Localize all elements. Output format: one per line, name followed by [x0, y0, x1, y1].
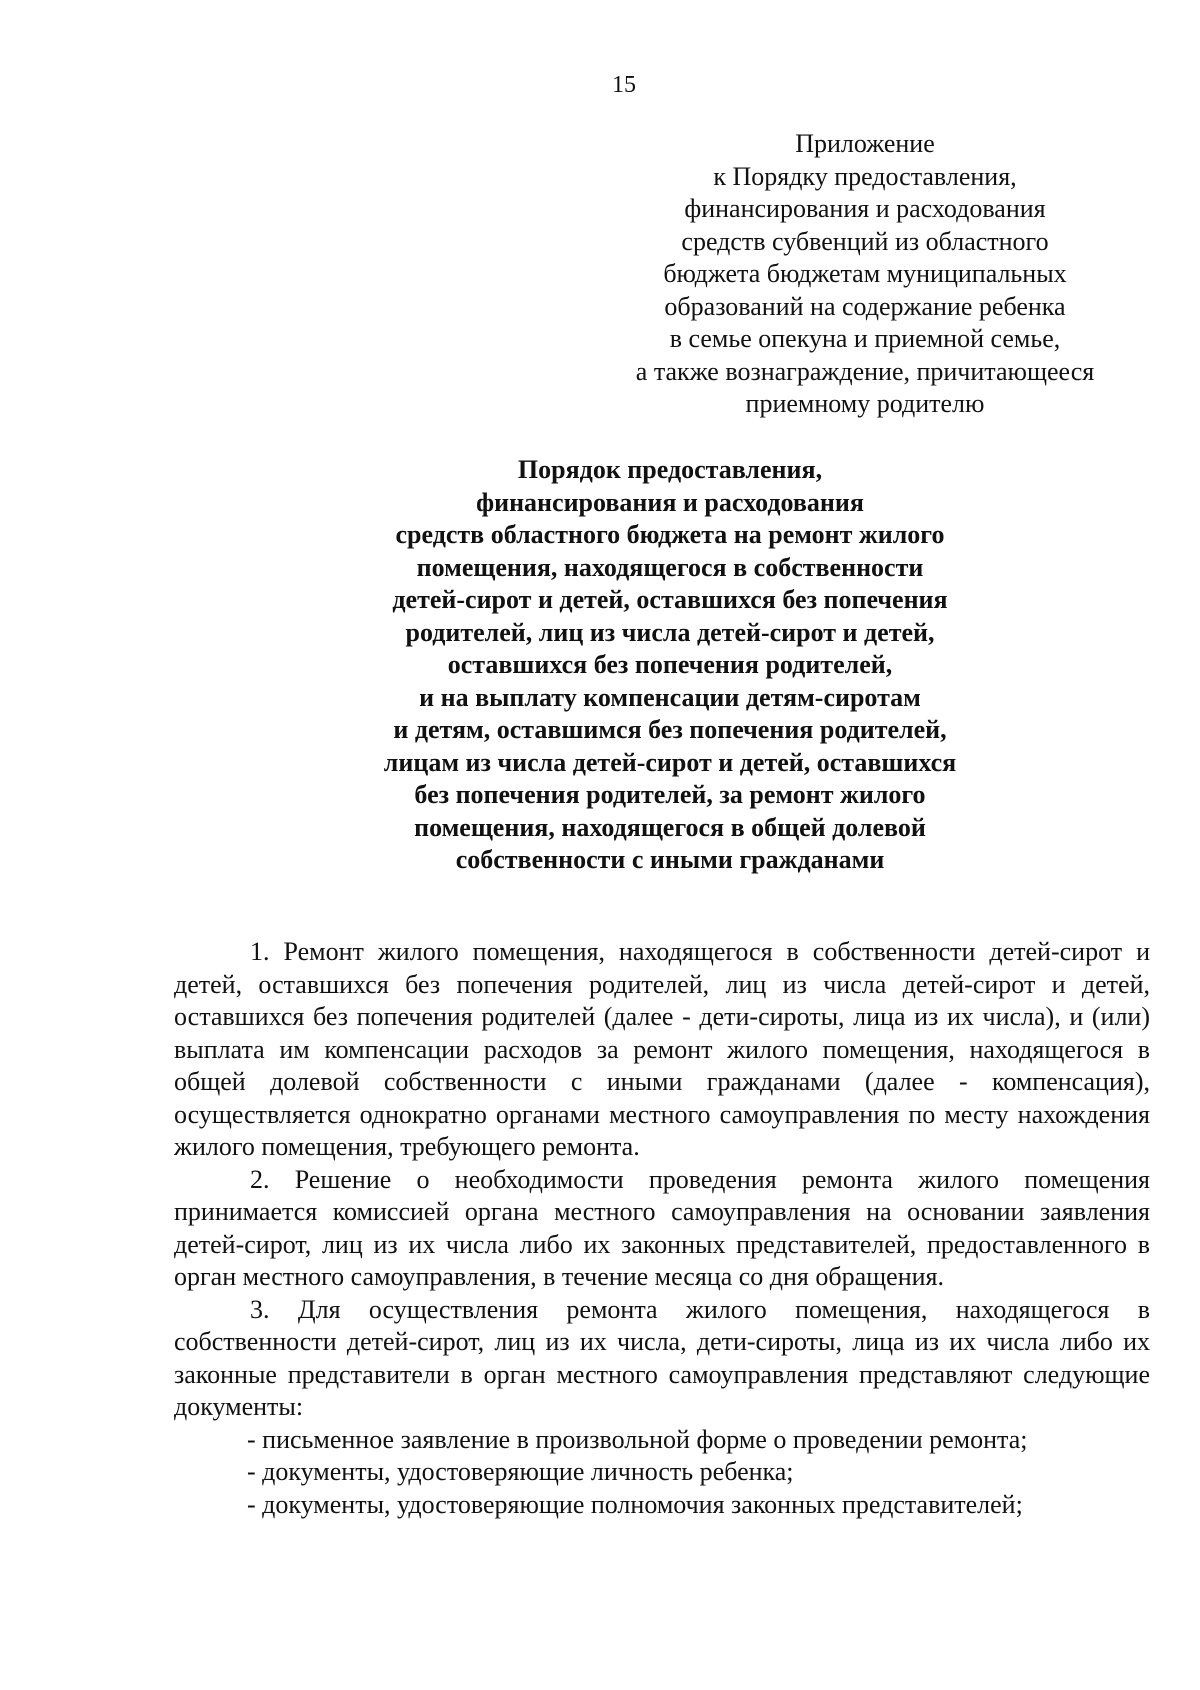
appendix-line: образований на содержание ребенка [664, 291, 1066, 321]
appendix-header [610, 128, 1120, 421]
list-item: - документы, удостоверяющие полномочия законных представителей; [247, 1489, 1023, 1519]
appendix-line: средств субвенций из областного [681, 226, 1049, 256]
paragraph-1: 1. Ремонт жилого помещения, находящегося в собственности детей-сирот и детей, оставшихся без попечения родителей, лиц из числа детей-сирот и детей, оставшихся без попечения родителей (далее - дети-сироты, лица из их числа), и (или) выплата им компенсации расходов за ремонт жилого помещения, находящегося в общей долевой собственности с иными гражданами (далее - компенсация), осуществляется однократно органами местного самоуправления по месту нахождения жилого помещения, требующего ремонта. [174, 937, 1150, 1161]
title-line: финансирования и расходования [476, 487, 864, 517]
paragraph-3: 3. Для осуществления ремонта жилого помещения, находящегося в собственности детей-сирот, лиц из их числа, дети-сироты, лица из их числа либо их законные представители в орган местного самоуправления представляют следующие документы: [174, 1294, 1150, 1421]
appendix-line: бюджета бюджетам муниципальных [663, 259, 1067, 288]
title-line: детей-сирот и детей, оставшихся без попечения [392, 585, 948, 614]
appendix-line: а также вознаграждение, причитающееся [635, 356, 1095, 386]
title-line: и на выплату компенсации детям-сиротам [419, 682, 921, 712]
list-item: - документы, удостоверяющие личность ребенка; [247, 1457, 794, 1486]
title-line: оставшихся без попечения родителей, [447, 650, 893, 679]
title-line: помещения, находящегося в общей долевой [414, 812, 926, 842]
document-body [174, 936, 1150, 1521]
appendix-line: Приложение [795, 129, 935, 158]
title-line: Порядок предоставления, [517, 455, 823, 484]
title-line: без попечения родителей, за ремонт жилого [414, 780, 926, 809]
title-line: собственности с иными гражданами [455, 845, 885, 874]
title-line: помещения, находящегося в собственности [416, 552, 924, 582]
appendix-line: к Порядку предоставления, [713, 161, 1017, 191]
appendix-line: в семье опекуна и приемной семье, [669, 324, 1061, 353]
title-line: средств областного бюджета на ремонт жилого [395, 520, 945, 549]
title-line: лицам из числа детей-сирот и детей, оставшихся [383, 747, 957, 777]
title-line: и детям, оставшимся без попечения родителей, [393, 715, 947, 744]
paragraph-2: 2. Решение о необходимости проведения ремонта жилого помещения принимается комиссией органа местного самоуправления на основании заявления детей-сирот, лиц из их числа либо их законных представителей, предоставленного в орган местного самоуправления, в течение месяца со дня обращения. [174, 1164, 1150, 1291]
page-number: 15 [612, 72, 636, 98]
list-item: - письменное заявление в произвольной форме о проведении ремонта; [247, 1424, 1028, 1454]
document-title [300, 454, 1040, 877]
appendix-line: финансирования и расходования [684, 194, 1046, 223]
appendix-line: приемному родителю [745, 389, 985, 418]
title-line: родителей, лиц из числа детей-сирот и детей, [405, 617, 935, 647]
